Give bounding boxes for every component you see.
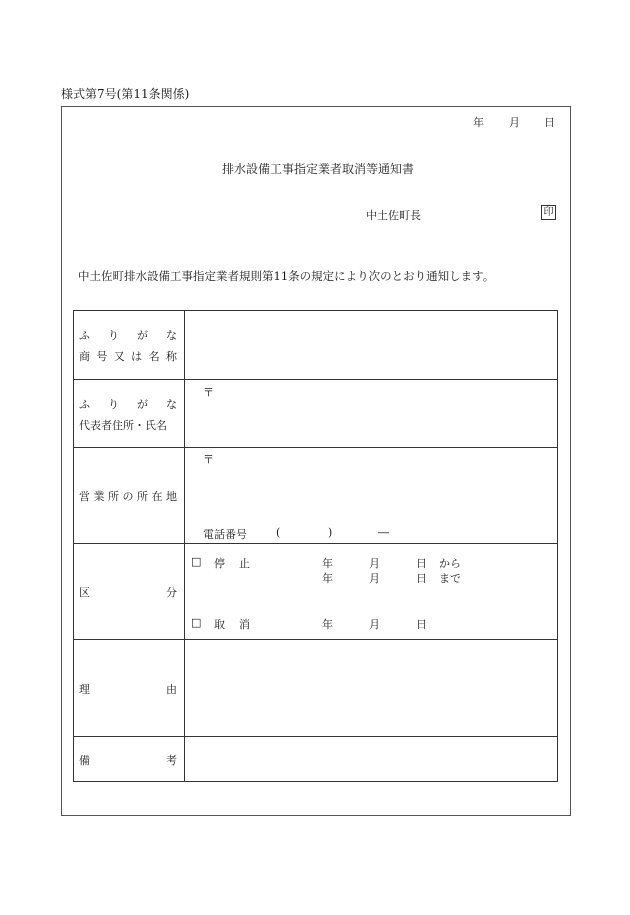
furigana-char: り — [108, 398, 119, 411]
label-char: 分 — [166, 586, 177, 599]
label-char: 区 — [79, 586, 90, 599]
reason-field[interactable] — [186, 641, 556, 734]
label-char: の — [122, 490, 134, 503]
label-char: 名 — [148, 350, 160, 363]
label-char: 所 — [108, 490, 119, 503]
remarks-label — [79, 752, 177, 768]
representative-label: 代表者住所・氏名 — [79, 419, 167, 432]
suspend-checkbox[interactable]: □ — [191, 555, 202, 568]
label-char: 備 — [79, 754, 90, 767]
cancel-checkbox[interactable]: □ — [191, 616, 202, 629]
furigana-char: な — [166, 329, 177, 342]
suspend-from-day[interactable]: 日 — [416, 557, 427, 570]
row-divider — [73, 447, 558, 448]
row-divider — [73, 543, 558, 544]
phone-open-paren: ( — [276, 526, 281, 539]
cancel-label — [214, 616, 250, 632]
label-char: 営 — [79, 490, 90, 503]
cancel-year[interactable]: 年 — [322, 618, 333, 631]
row-divider — [73, 379, 558, 380]
furigana-char: ふ — [79, 329, 90, 342]
trade-name-field[interactable] — [186, 312, 556, 378]
phone-dash: ― — [378, 526, 389, 539]
cancel-day[interactable]: 日 — [416, 618, 427, 631]
document-title: 排水設備工事指定業者取消等通知書 — [222, 162, 415, 176]
suspend-from-month[interactable]: 月 — [369, 557, 380, 570]
suspend-label — [214, 555, 250, 571]
row-divider — [73, 639, 558, 640]
label-char: 止 — [239, 557, 250, 570]
label-char: 停 — [214, 557, 225, 570]
label-char: 在 — [151, 490, 163, 503]
furigana-char: が — [137, 398, 148, 411]
office-location-label — [79, 488, 177, 504]
label-char: 取 — [214, 618, 225, 631]
reason-label — [79, 681, 177, 697]
suspend-to-suffix: まで — [439, 572, 461, 585]
representative-furigana-label — [79, 396, 177, 412]
row-divider — [73, 736, 558, 737]
label-char: 業 — [93, 490, 105, 503]
label-char: 称 — [165, 350, 177, 363]
issuer-name: 中土佐町長 — [366, 209, 421, 222]
furigana-char: が — [137, 329, 148, 342]
label-char: 地 — [166, 490, 177, 503]
form-number: 様式第7号(第11条関係) — [61, 87, 190, 101]
seal-mark: 印 — [541, 205, 556, 220]
label-char: 消 — [239, 618, 250, 631]
suspend-from-year[interactable]: 年 — [322, 557, 333, 570]
office-address-field[interactable] — [186, 449, 556, 519]
date-month-label[interactable]: 月 — [509, 116, 520, 129]
category-label — [79, 584, 177, 600]
label-char: 理 — [79, 683, 90, 696]
furigana-char: り — [108, 329, 119, 342]
suspend-to-day[interactable]: 日 — [416, 572, 427, 585]
trade-name-furigana-label — [79, 327, 177, 343]
body-text: 中土佐町排水設備工事指定業者規則第11条の規定により次のとおり通知します。 — [78, 269, 495, 283]
suspend-from-suffix: から — [439, 557, 461, 570]
remarks-field[interactable] — [186, 738, 556, 780]
label-char: 由 — [166, 683, 177, 696]
phone-close-paren: ) — [328, 526, 333, 539]
cancel-month[interactable]: 月 — [369, 618, 380, 631]
label-char: 又 — [113, 350, 125, 363]
furigana-char: ふ — [79, 398, 90, 411]
label-char: 考 — [166, 754, 177, 767]
label-char: 所 — [137, 490, 148, 503]
table-column-divider — [184, 310, 185, 782]
suspend-to-year[interactable]: 年 — [322, 572, 333, 585]
label-char: 号 — [96, 350, 108, 363]
representative-field[interactable] — [186, 381, 556, 445]
furigana-char: な — [166, 398, 177, 411]
phone-label: 電話番号 — [203, 528, 247, 541]
label-char: は — [131, 350, 143, 363]
postal-mark: 〒 — [203, 453, 214, 466]
date-year-label[interactable]: 年 — [473, 116, 484, 129]
trade-name-label — [79, 348, 177, 364]
suspend-to-month[interactable]: 月 — [369, 572, 380, 585]
postal-mark: 〒 — [203, 386, 214, 399]
date-day-label[interactable]: 日 — [544, 116, 555, 129]
label-char: 商 — [79, 350, 90, 363]
